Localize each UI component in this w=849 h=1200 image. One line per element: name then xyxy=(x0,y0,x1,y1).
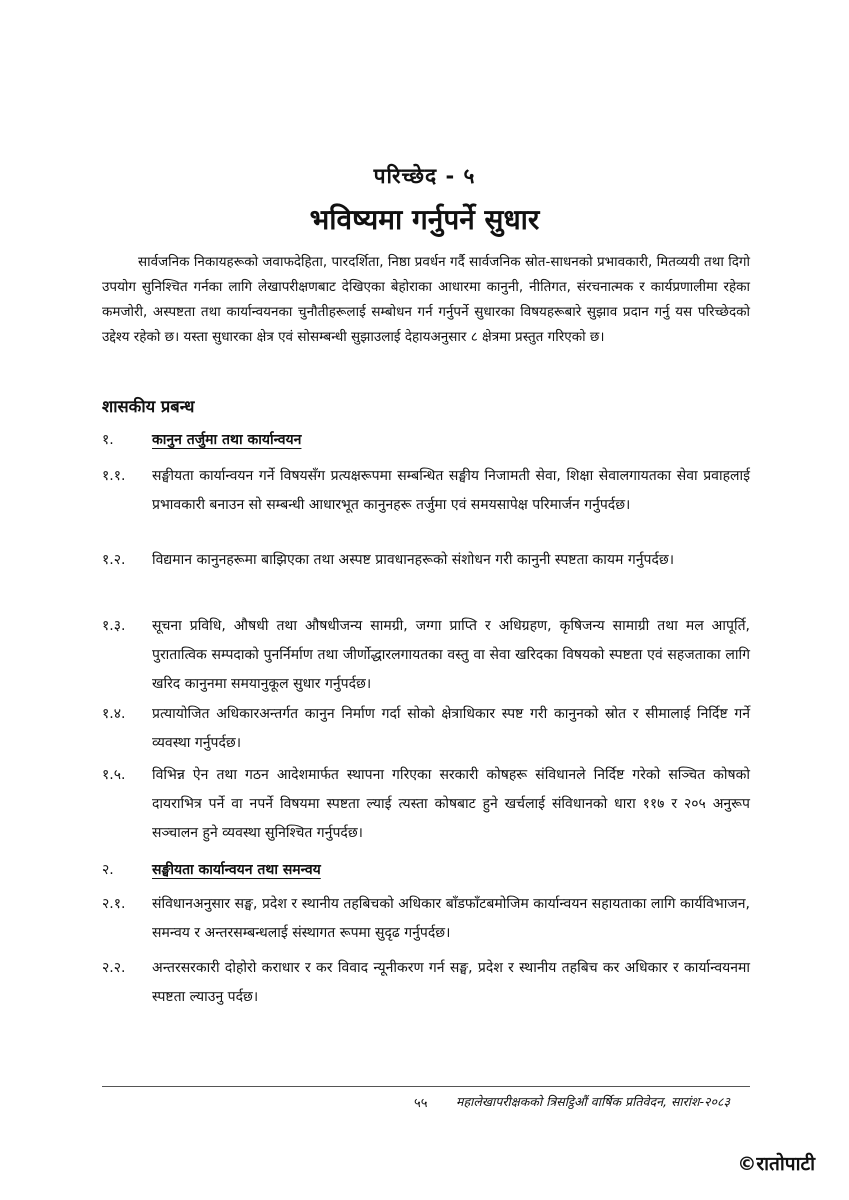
chapter-title: भविष्यमा गर्नुपर्ने सुधार xyxy=(309,203,540,236)
item-text: सङ्घीयता कार्यान्वयन गर्ने विषयसँग प्रत्यक्षरूपमा सम्बन्धित सङ्घीय निजामती सेवा, शिक्षा सेवालगायतका सेवा प्रवाहलाई प्रभावकारी बनाउन सो सम्बन्धी आधारभूत कानुनहरू तर्जुमा एवं समयसापेक्ष परिमार्जन गर्नुपर्दछ। xyxy=(152,468,750,513)
item-text: संविधानअनुसार सङ्घ, प्रदेश र स्थानीय तहबिचको अधिकार बाँडफाँटबमोजिम कार्यान्वयन सहायताका लागि कार्यविभाजन, समन्वय र अन्तरसम्बन्धलाई संस्थागत रूपमा सुदृढ गर्नुपर्दछ। xyxy=(152,896,750,941)
item-number: १.४. xyxy=(102,706,126,722)
group-number: १. xyxy=(102,432,114,448)
item-number: १.१. xyxy=(102,468,126,484)
footer-report-title: महालेखापरीक्षकको त्रिसट्ठिऔं वार्षिक प्रतिवेदन, सारांश-२०८३ xyxy=(456,1094,731,1109)
item-text: प्रत्यायोजित अधिकारअन्तर्गत कानुन निर्माण गर्दा सोको क्षेत्राधिकार स्पष्ट गरी कानुनको स्रोत र सीमालाई निर्दिष्ट गर्ने व्यवस्था गर्नुपर्दछ। xyxy=(152,706,750,751)
watermark: ©रातोपाटी xyxy=(737,1153,815,1175)
item-number: २.१. xyxy=(102,896,126,912)
item-number: १.५. xyxy=(102,767,126,783)
group-heading: कानुन तर्जुमा तथा कार्यान्वयन xyxy=(152,432,302,448)
footer-divider xyxy=(102,1086,750,1087)
chapter-number: परिच्छेद - ५ xyxy=(373,164,476,188)
item-number: १.२. xyxy=(102,552,126,568)
item-text: अन्तरसरकारी दोहोरो कराधार र कर विवाद न्यूनीकरण गर्न सङ्घ, प्रदेश र स्थानीय तहबिच कर अधिकार र कार्यान्वयनमा स्पष्टता ल्याउनु पर्दछ। xyxy=(152,960,750,1005)
group-heading: सङ्घीयता कार्यान्वयन तथा समन्वय xyxy=(152,862,321,878)
item-text: विद्यमान कानुनहरूमा बाझिएका तथा अस्पष्ट प्रावधानहरूको संशोधन गरी कानुनी स्पष्टता कायम गर्नुपर्दछ। xyxy=(152,552,674,568)
item-text: विभिन्न ऐन तथा गठन आदेशमार्फत स्थापना गरिएका सरकारी कोषहरू संविधानले निर्दिष्ट गरेको सञ्चित कोषको दायराभित्र पर्ने वा नपर्ने विषयमा स्पष्टता ल्याई त्यस्ता कोषबाट हुने खर्चलाई संविधानको धारा ११७ र २०५ अनुरूप सञ्चालन हुने व्यवस्था सुनिश्चित गर्नुपर्दछ। xyxy=(152,767,750,841)
item-number: २.२. xyxy=(102,960,126,976)
item-number: १.३. xyxy=(102,618,126,634)
section-heading: शासकीय प्रबन्ध xyxy=(102,397,195,416)
group-number: २. xyxy=(102,862,114,878)
intro-paragraph: सार्वजनिक निकायहरूको जवाफदेहिता, पारदर्शिता, निष्ठा प्रवर्धन गर्दै सार्वजनिक स्रोत-साधनको प्रभावकारी, मितव्ययी तथा दिगो उपयोग सुनिश्चित गर्नका लागि लेखापरीक्षणबाट देखिएका बेहोराका आधारमा कानुनी, नीतिगत, संरचनात्मक र कार्यप्रणालीमा रहेका कमजोरी, अस्पष्टता तथा कार्यान्वयनका चुनौतीहरूलाई सम्बोधन गर्न गर्नुपर्ने सुधारका विषयहरूबारे सुझाव प्रदान गर्नु यस परिच्छेदको उद्देश्य रहेको छ। यस्ता सुधारका क्षेत्र एवं सोसम्बन्धी सुझाउलाई देहायअनुसार ८ क्षेत्रमा प्रस्तुत गरिएको छ। xyxy=(102,254,750,345)
page-number: ५५ xyxy=(414,1096,428,1111)
item-text: सूचना प्रविधि, औषधी तथा औषधीजन्य सामग्री, जग्गा प्राप्ति र अधिग्रहण, कृषिजन्य सामाग्री तथा मल आपूर्ति, पुरातात्विक सम्पदाको पुनर्निर्माण तथा जीर्णोद्धारलगायतका वस्तु वा सेवा खरिदका विषयको स्पष्टता एवं सहजताका लागि खरिद कानुनमा समयानुकूल सुधार गर्नुपर्दछ। xyxy=(152,618,750,692)
